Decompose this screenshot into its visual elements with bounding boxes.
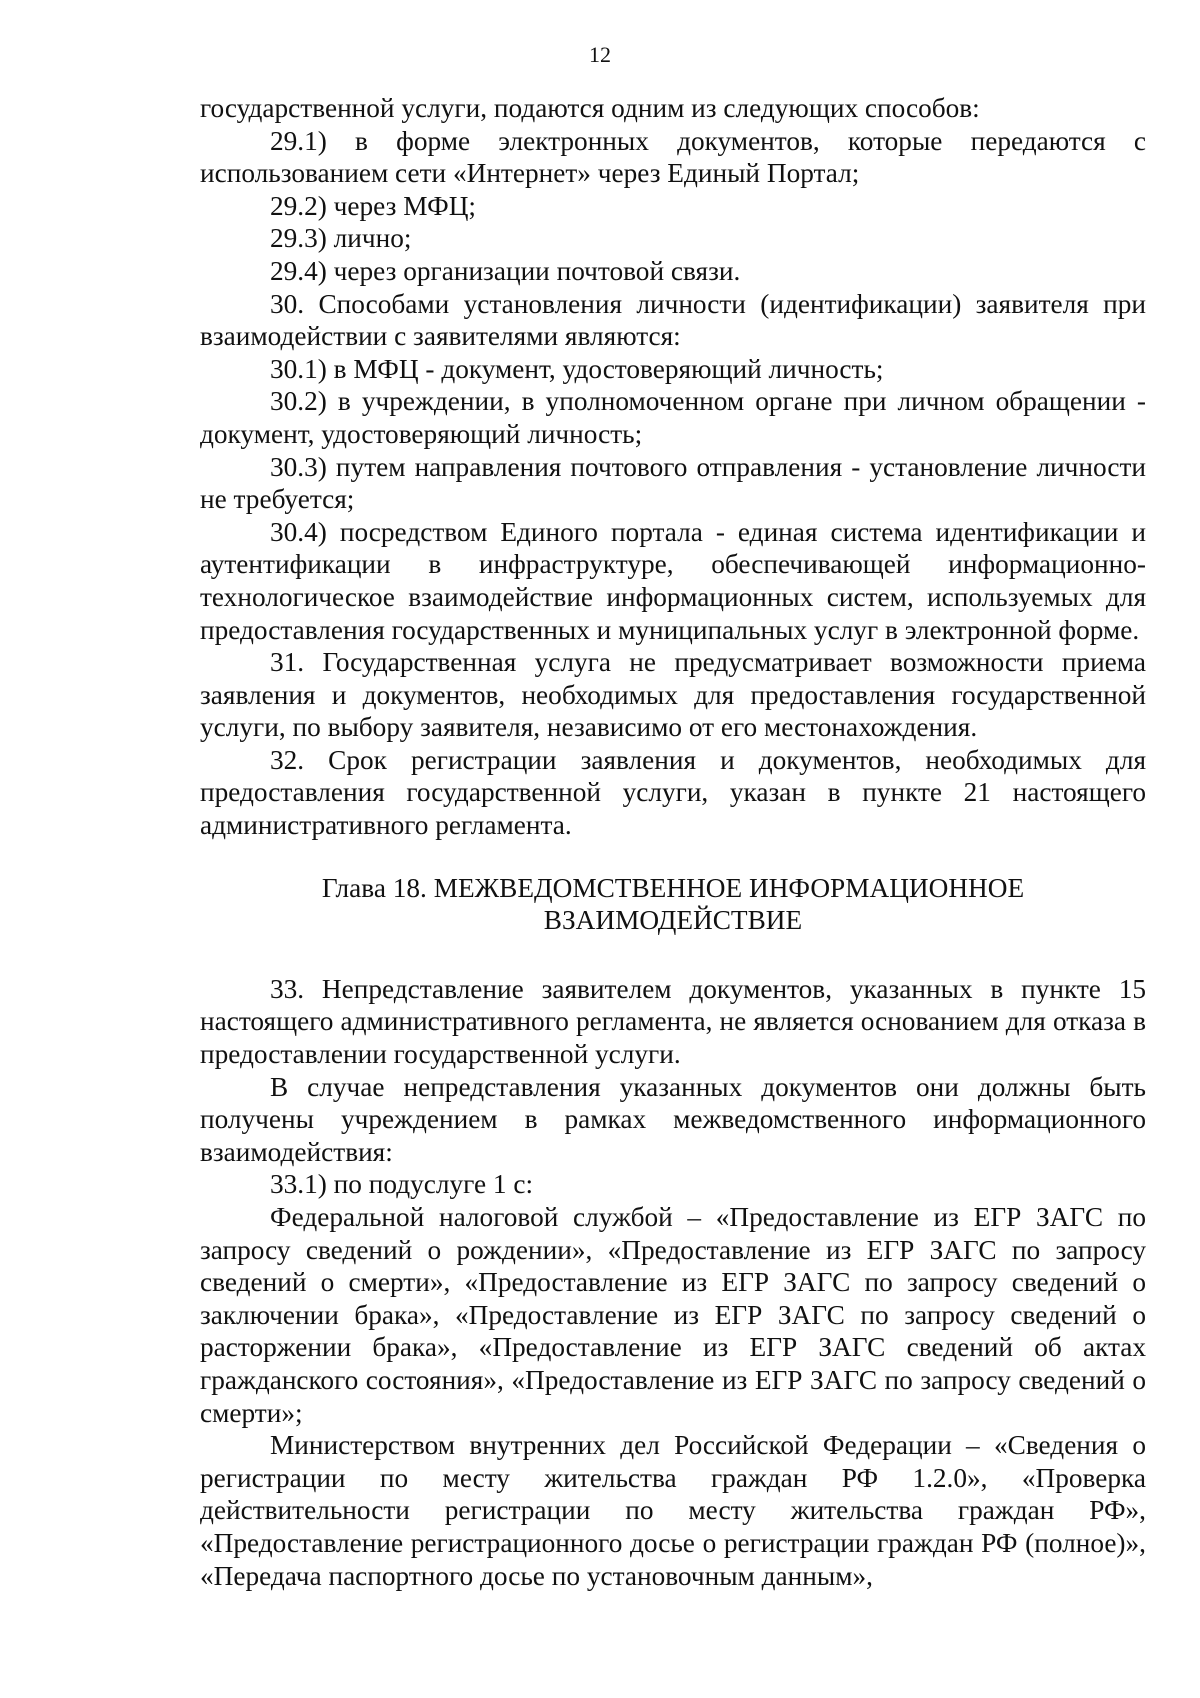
paragraph: 29.2) через МФЦ; (270, 190, 477, 221)
paragraph: 29.1) в форме электронных документов, которые передаются с использованием сети «Интернет» через Единый Портал; (200, 125, 1146, 189)
page-number: 12 (589, 42, 611, 67)
paragraph: 33. Непредставление заявителем документов, указанных в пункте 15 настоящего административного регламента, не является основанием для отказа в предоставлении государственной услуги. (200, 973, 1146, 1070)
paragraph: В случае непредставления указанных документов они должны быть получены учреждением в рамках межведомственного информационного взаимодействия: (200, 1071, 1146, 1167)
paragraph: 31. Государственная услуга не предусматривает возможности приема заявления и документов, необходимых для предоставления государственной услуги, по выбору заявителя, независимо от его местонахождения. (200, 647, 1146, 743)
chapter-heading (200, 872, 1146, 937)
paragraph: государственной услуги, подаются одним из следующих способов: (200, 93, 980, 123)
document-body (200, 92, 1146, 1592)
paragraph: 30.2) в учреждении, в уполномоченном органе при личном обращении - документ, удостоверяющий личность; (200, 386, 1146, 449)
paragraph: 33.1) по подуслуге 1 с: (270, 1169, 534, 1200)
chapter-body (200, 973, 1146, 1592)
paragraph: 29.4) через организации почтовой связи. (270, 255, 741, 286)
paragraph: 30.3) путем направления почтового отправления - установление личности не требуется; (200, 451, 1146, 515)
paragraph: 30.1) в МФЦ - документ, удостоверяющий личность; (270, 353, 884, 384)
paragraph: 29.3) лично; (270, 223, 412, 254)
chapter-heading-line: ВЗАИМОДЕЙСТВИЕ (543, 905, 803, 936)
chapter-heading-line: Глава 18. МЕЖВЕДОМСТВЕННОЕ ИНФОРМАЦИОННОЕ (321, 872, 1025, 903)
paragraph: Федеральной налоговой службой – «Предоставление из ЕГР ЗАГС по запросу сведений о рождении», «Предоставление из ЕГР ЗАГС по запросу сведений о смерти», «Предоставление из ЕГР ЗАГС по запросу сведений о заключении брака», «Предоставление из ЕГР ЗАГС по запросу сведений о расторжении брака», «Предоставление из ЕГР ЗАГС сведений об актах гражданского состояния», «Предоставление из ЕГР ЗАГС по запросу сведений о смерти»; (200, 1202, 1146, 1428)
paragraph: 30. Способами установления личности (идентификации) заявителя при взаимодействии с заявителями являются: (200, 288, 1146, 352)
paragraph: 32. Срок регистрации заявления и документов, необходимых для предоставления государственной услуги, указан в пункте 21 настоящего административного регламента. (200, 744, 1146, 841)
paragraph: 30.4) посредством Единого портала - единая система идентификации и аутентификации в инфраструктуре, обеспечивающей информационно-технологическое взаимодействие информационных систем, используемых для предоставления государственных и муниципальных услуг в электронной форме. (200, 516, 1146, 645)
paragraph: Министерством внутренних дел Российской Федерации – «Сведения о регистрации по месту жительства граждан РФ 1.2.0», «Проверка действительности регистрации по месту жительства граждан РФ», «Предоставление регистрационного досье о регистрации граждан РФ (полное)», «Передача паспортного досье по установочным данным», (200, 1430, 1146, 1591)
